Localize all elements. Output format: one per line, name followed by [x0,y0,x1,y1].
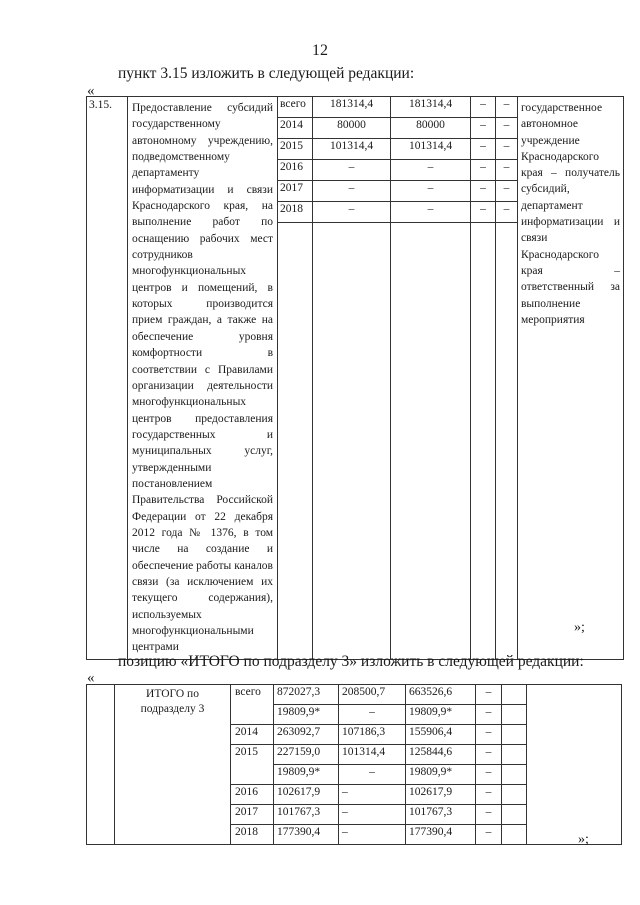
year-cell: 2015 [231,745,274,785]
empty-cell [502,725,527,745]
table-row [87,685,622,705]
year-cell: 2016 [278,160,313,181]
empty-cell [87,685,115,845]
dash-cell: – [496,118,518,139]
empty-cell [502,805,527,825]
dash-cell: – [476,745,502,765]
dash-cell: – [476,725,502,745]
item-description: Предоставление субсидий государственному автономному учреждению, подведомственному департаменту информатизации и связи Краснодарского края, на выполнение работ по оснащению рабочих мест сотрудников многофункциональных центров и помещений, в которых производится прием граждан, а также на обеспечение уровня комфортности в соответствии с Правилами организации деятельности многофункциональных центров предоставления государственных и муниципальных услуг, утвержденными постановлением Правительства Российской Федерации от 22 декабря 2012 года № 1376, в том числе на создание и обеспечение работы каналов связи (за исключением их текущего содержания), используемых многофункциональными центрами [128,97,278,660]
year-cell: 2018 [231,825,274,845]
empty-cell [527,685,622,845]
year-cell: всего [278,97,313,118]
empty-cell [502,765,527,785]
regional-cell: – [391,160,471,181]
section1-intro: пункт 3.15 изложить в следующей редакции: [118,65,415,82]
regional-cell: 101767,3 [406,805,476,825]
section2-open-quote: « [87,670,95,686]
dash-cell: – [476,825,502,845]
item-3-15-table [86,96,624,660]
total-cell: 101314,4 [313,139,391,160]
federal-cell: 101314,4 [339,745,406,765]
dash-cell: – [496,97,518,118]
item-number: 3.15. [87,97,128,660]
federal-cell: – [339,785,406,805]
dash-cell: – [496,181,518,202]
year-cell: 2018 [278,202,313,223]
total-cell: 102617,9 [274,785,339,805]
regional-cell: – [391,202,471,223]
federal-cell: – [339,825,406,845]
regional-cell: 177390,4 [406,825,476,845]
section2-close-quote: »; [578,832,589,847]
regional-cell: 80000 [391,118,471,139]
regional-cell: 181314,4 [391,97,471,118]
regional-cell: 102617,9 [406,785,476,805]
total-cell: 181314,4 [313,97,391,118]
regional-cell: 155906,4 [406,725,476,745]
dash-cell: – [496,160,518,181]
year-cell: всего [231,685,274,725]
empty-cell [496,223,518,660]
empty-cell [278,223,313,660]
federal-cell: – [339,705,406,725]
empty-cell [502,745,527,765]
empty-cell [502,685,527,705]
total-cell: 19809,9* [274,705,339,725]
page-number: 12 [312,42,328,59]
regional-cell: – [391,181,471,202]
empty-cell [502,825,527,845]
total-cell: 80000 [313,118,391,139]
total-cell: 227159,0 [274,745,339,765]
section2-intro: позицию «ИТОГО по подразделу 3» изложить в следующей редакции: [118,653,584,670]
total-cell: 872027,3 [274,685,339,705]
responsible-party: государственное автономное учреждение Краснодарского края – получатель субсидий, департамент информатизации и связи Краснодарского края – ответственный за выполнение мероприятия [518,97,624,660]
year-cell: 2014 [278,118,313,139]
regional-cell: 101314,4 [391,139,471,160]
federal-cell: 208500,7 [339,685,406,705]
federal-cell: – [339,805,406,825]
empty-cell [502,785,527,805]
year-cell: 2015 [278,139,313,160]
regional-cell: 125844,6 [406,745,476,765]
dash-cell: – [471,181,496,202]
dash-cell: – [476,765,502,785]
federal-cell: – [339,765,406,785]
table-row [87,97,624,118]
dash-cell: – [471,118,496,139]
total-cell: 263092,7 [274,725,339,745]
dash-cell: – [471,139,496,160]
total-cell: – [313,160,391,181]
section1-open-quote: « [87,83,95,99]
total-label: ИТОГО по подразделу 3 [115,685,231,845]
total-cell: 19809,9* [274,765,339,785]
total-cell: – [313,181,391,202]
dash-cell: – [496,139,518,160]
empty-cell [471,223,496,660]
year-cell: 2014 [231,725,274,745]
total-cell: 101767,3 [274,805,339,825]
dash-cell: – [471,160,496,181]
dash-cell: – [471,97,496,118]
regional-cell: 19809,9* [406,765,476,785]
regional-cell: 663526,6 [406,685,476,705]
dash-cell: – [476,685,502,705]
total-cell: – [313,202,391,223]
total-cell: 177390,4 [274,825,339,845]
empty-cell [391,223,471,660]
empty-cell [502,705,527,725]
dash-cell: – [476,705,502,725]
federal-cell: 107186,3 [339,725,406,745]
dash-cell: – [471,202,496,223]
section1-close-quote: »; [574,620,585,635]
year-cell: 2017 [231,805,274,825]
dash-cell: – [476,805,502,825]
subsection-3-total-table [86,684,622,845]
empty-cell [313,223,391,660]
regional-cell: 19809,9* [406,705,476,725]
dash-cell: – [476,785,502,805]
year-cell: 2017 [278,181,313,202]
dash-cell: – [496,202,518,223]
year-cell: 2016 [231,785,274,805]
